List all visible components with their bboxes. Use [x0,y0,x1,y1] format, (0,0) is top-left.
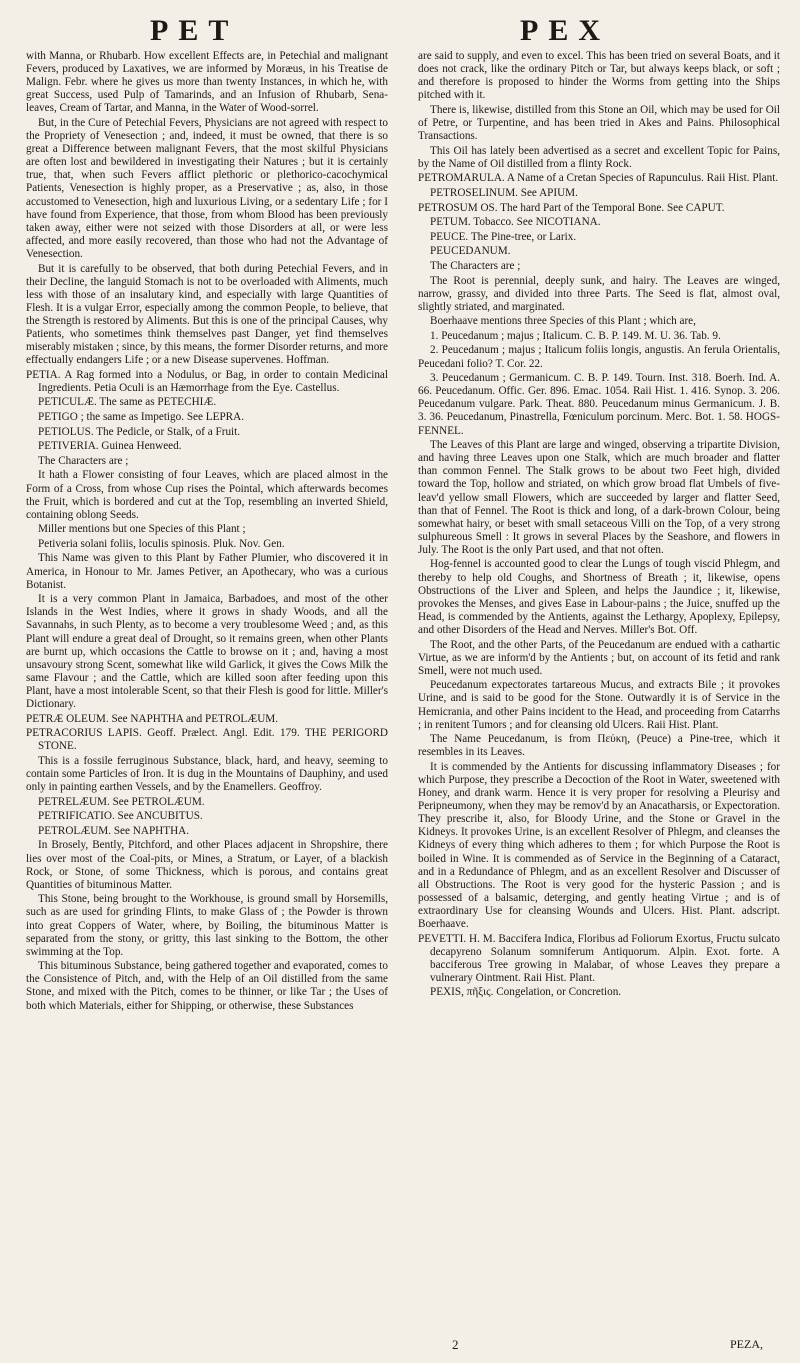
paragraph: 1. Peucedanum ; majus ; Italicum. C. B. P. 149. M. U. 36. Tab. 9. [430,329,721,342]
paragraph: It hath a Flower consisting of four Leaves, which are placed almost in the Form of a Cross, from whose Cup rises the Pointal, which afterwards becomes the Fruit, which is bordered and cut at the Top, resembling an inverted Shield, containing oblong Seeds. [26,469,388,521]
paragraph: It is a very common Plant in Jamaica, Barbadoes, and most of the other Islands in the West Indies, where it grows in shady Woods, and all the Savannahs, in such Plenty, as to become a very troublesome Weed ; and, as this Plant will endure a great deal of Drought, so it remains green, when other Plants are burnt up, which occasions the Cattle to browse on it ; and, having a most unsavoury strong Scent, somewhat like wild Garlick, it gives the Cows Milk the same Flavour ; and the Cattle, which are killed soon after feeding upon this Plant, have a most intolerable Scent, so that their Flesh is good for little. Miller's Dictionary. [26,593,388,710]
paragraph: This is a fossile ferruginous Substance, black, hard, and heavy, seeming to contain some Particles of Iron. It is dug in the Mountains of Dauphiny, and used only in painting earthen Vessels, and by the Enamellers. Geoffroy. [26,754,388,794]
signature-mark: 2 [452,1337,459,1352]
paragraph: But it is carefully to be observed, that both during Petechial Fevers, and in their Decline, the languid Stomach is not to be overloaded with Aliments, much less with those of an insalutary kind, and especially with large Quantities of Flesh. It is a vulgar Error, especially among the common People, to believe, that the Strength is restored by Aliments. But this is one of the principal Causes, why Patients, who sometimes think themselves past Danger, yet find themselves miserably mistaken ; since, by this means, the former Disorder returns, and more effectually endangers Life ; or a new Disease supervenes. Hoffman. [26,262,388,367]
paragraph: It is commended by the Antients for discussing inflammatory Diseases ; for which Purpose, they prescribe a Decoction of the Root in Water, sweetened with Honey, and drank warm. Hence it is very proper for resolving a Pleurisy and Peripneumony, when they may be remov'd by an Anacatharsis, or Expectoration. They prescribe it, also, for Bloody Urine, and the Stone or Gravel in the Kidneys. It provokes Urine, is an excellent Resolver of Phlegm, and cleanses the Kidneys of every thing which adheres to them ; for which Purpose the Root is boiled in Wine. It is commended as of Service in the Beginning of a Cataract, and in a Redundance of Phlegm, and as an excellent Resolver and Discusser of all Obstructions. The Root is very good for the hysteric Passion ; and is possessed of a balsamic, deterging, and gently heating Virtue ; and is of extraordinary Use for cleansing Wounds and Ulcers. Hist. Plant. adscript. Boerhaave. [418,760,780,930]
paragraph: The Characters are ; [38,454,129,467]
paragraph: This Name was given to this Plant by Father Plumier, who discovered it in America, in Honour to Mr. James Petiver, an Apothecary, who was a curious Botanist. [26,552,388,591]
entry: PETRIFICATIO. See ANCUBITUS. [38,810,203,823]
entry: PETIGO ; the same as Impetigo. See LEPRA. [38,411,245,424]
paragraph: The Root, and the other Parts, of the Peucedanum are endued with a cathartic Virtue, as we are inform'd by the Antients ; but, on account of its fetid and rank Smell, were not much used. [418,638,780,677]
paragraph: The Root is perennial, deeply sunk, and hairy. The Leaves are winged, narrow, grassy, and divided into three Parts. The Seed is flat, almost oval, slightly striated, and marginated. [418,274,780,313]
entry: PEUCEDANUM. [430,245,511,258]
paragraph: The Characters are ; [430,259,521,272]
paragraph: Petiveria solani foliis, loculis spinosis. Pluk. Nov. Gen. [38,537,285,550]
paragraph: are said to supply, and even to excel. This has been tried on several Boats, and it does not crack, like the ordinary Pitch or Tar, but always keeps black, or soft ; and therefore is proposed to hinder the Worms from getting into the Ships pitched with it. [418,50,780,102]
paragraph: But, in the Cure of Petechial Fevers, Physicians are not agreed with respect to the Propriety of Venesection ; and, indeed, it must be owned, that there is so great a Difference between malignant Fevers, that the most skilful Physicians are often lost and bewildered in investigating their Natures ; but it is certainly true, that, when such Fevers afflict plethoric or plethorico-cacochymical Patients, Venesection is highly proper, as a Preservative ; as, also, in those accustomed to Venesection, high and luxurious Living, or a sedentary Life ; for I have found from Experience, that those, from whom Blood has been previously taken away, either were not seized with those Disorders at all, or were less affected, and more easily recovered, than those who had not the Advantage of Venesection. [26,116,388,260]
entry: PEUCE. The Pine-tree, or Larix. [430,230,577,243]
entry: PETIOLUS. The Pedicle, or Stalk, of a Fruit. [38,425,241,438]
entry: PETRÆ OLEUM. See NAPHTHA and PETROLÆUM. [26,712,279,725]
paragraph: Boerhaave mentions three Species of this Plant ; which are, [430,315,696,328]
entry: PETRELÆUM. See PETROLÆUM. [38,795,205,808]
running-head-right: PEX [520,14,610,47]
paragraph: Hog-fennel is accounted good to clear the Lungs of tough viscid Phlegm, and thereby to help old Coughs, and Shortness of Breath ; it, likewise, opens Obstructions of the Liver and Spleen, and helps the Jaundice ; it, likewise, provokes the Menses, and gives Ease in Labour-pains ; the Juice, snuffed up the Head, is commended by the Antients, against the Lethargy, Apoplexy, Epilepsy, and other Disorders of the Head and Nerves. Miller's Bot. Off. [418,558,780,636]
paragraph: Miller mentions but one Species of this Plant ; [38,523,246,536]
entry: PETROLÆUM. See NAPHTHA. [38,824,190,837]
entry: PETICULÆ. The same as PETECHIÆ. [38,396,217,409]
paragraph: This Stone, being brought to the Workhouse, is ground small by Horsemills, such as are used for grinding Flints, to make Glass of ; the Powder is thrown into great Coppers of Water, where, by Boiling, the bituminous Matter is separated from the stony, or gritty, this last sinking to the Bottom, the other swimming at the Top. [26,893,388,958]
entry: PETROMARULA. A Name of a Cretan Species of Rapunculus. Raii Hist. Plant. [418,172,779,185]
entry: PETRACORIUS LAPIS. Geoff. Prælect. Angl. Edit. 179. THE PERIGORD STONE. [26,727,388,753]
entry: PETUM. Tobacco. See NICOTIANA. [430,216,601,229]
left-column [26,50,388,1014]
paragraph: with Manna, or Rhubarb. How excellent Effects are, in Petechial and malignant Fevers, produced by Laxatives, we are informed by Moræus, in his Treatise de Malign. Febr. where he gives us more than twenty Instances, in which he, with great Success, used Pulp of Tamarinds, and an Infusion of Rhubarb, Sena-leaves, Cream of Tartar, and Manna, in the Water of Wood-sorrel. [26,50,388,115]
paragraph: The Leaves of this Plant are large and winged, observing a tripartite Division, and having three Leaves upon one Stalk, which are much broader and flatter than common Fennel. The Stalk grows to be about two Feet high, divided toward the Top, hollow and striated, on which grow broad flat Umbels of five-leav'd yellow small Flowers, which are succeeded by larger and flatter Seed, than that of Fennel. The Root is thick and long, of a dark-brown Colour, being somewhat hairy, or beset with small setaceous Villi on the Top, of a very strong sulphureous Smell : It grows in several Places by the Seashore, and flowers in July. The Root is the only Part used, and that not often. [418,439,780,556]
catchword: PEZA, [730,1337,763,1351]
paragraph: 3. Peucedanum ; Germanicum. C. B. P. 149. Tourn. Inst. 318. Boerh. Ind. A. 66. Peucedanum. Offic. Ger. 896. Emac. 1054. Raii Hist. 1. 416. Synop. 3. 206. Peucedanum vulgare. Park. Theat. 880. Peucedanum minus Germanicum. J. B. 3. 36. Peucedanum, Pinastrella, Fœniculum porcinum. Merc. Bot. 1. 58. HOGS-FENNEL. [418,372,780,437]
paragraph: 2. Peucedanum ; majus ; Italicum foliis longis, angustis. An ferula Orientalis, Peucedani folio? T. Cor. 22. [418,344,780,370]
entry: PETROSUM OS. The hard Part of the Temporal Bone. See CAPUT. [418,201,725,214]
paragraph: In Brosely, Bently, Pitchford, and other Places adjacent in Shropshire, there lies over most of the Coal-pits, or Mines, a Stratum, or Layer, of a blackish Rock, or Stone, of some Thickness, which is porous, and contains great Quantities of bituminous Matter. [26,839,388,891]
entry: PEVETTI. H. M. Baccifera Indica, Floribus ad Foliorum Exortus, Fructu sulcato decapyreno Solanum somniferum Antiquorum. Alpin. Exot. forte. A bacciferous Tree growing in Malabar, of whose Leaves they prepare a vulnerary Ointment. Raii Hist. Plant. [418,932,780,984]
entry: PETIVERIA. Guinea Henweed. [38,440,182,453]
entry: PETROSELINUM. See APIUM. [430,186,578,199]
paragraph: The Name Peucedanum, is from Πεύκη, (Peuce) a Pine-tree, which it resembles in its Leaves. [418,733,780,759]
right-column [418,50,780,1001]
paragraph: This Oil has lately been advertised as a secret and excellent Topic for Pains, by the Name of Oil distilled from a flinty Rock. [418,144,780,170]
running-head-left: PET [150,14,239,47]
paragraph: This bituminous Substance, being gathered together and evaporated, comes to the Consistence of Pitch, and, with the Help of an Oil distilled from the same Stone, and mixed with the Pitch, comes to be thinner, or like Tar ; the Uses of both which Materials, either for Shipping, or otherwise, these Substances [26,960,388,1012]
paragraph: Peucedanum expectorates tartareous Mucus, and extracts Bile ; it provokes Urine, and is said to be good for the Stone. Outwardly it is of Service in the Hemicrania, and other Pains incident to the Head, and proceeding from Catarrhs ; in renitent Tumors ; and for cleansing old Ulcers. Raii Hist. Plant. [418,679,780,731]
entry: PEXIS, πῆξις. Congelation, or Concretion. [430,986,622,999]
entry: PETIA. A Rag formed into a Nodulus, or Bag, in order to contain Medicinal Ingredients. Petia Oculi is an Hæmorrhage from the Eye. Castellus. [26,368,388,394]
paragraph: There is, likewise, distilled from this Stone an Oil, which may be used for Oil of Petre, or Turpentine, and has been tried in Akes and Pains. Philosophical Transactions. [418,103,780,143]
